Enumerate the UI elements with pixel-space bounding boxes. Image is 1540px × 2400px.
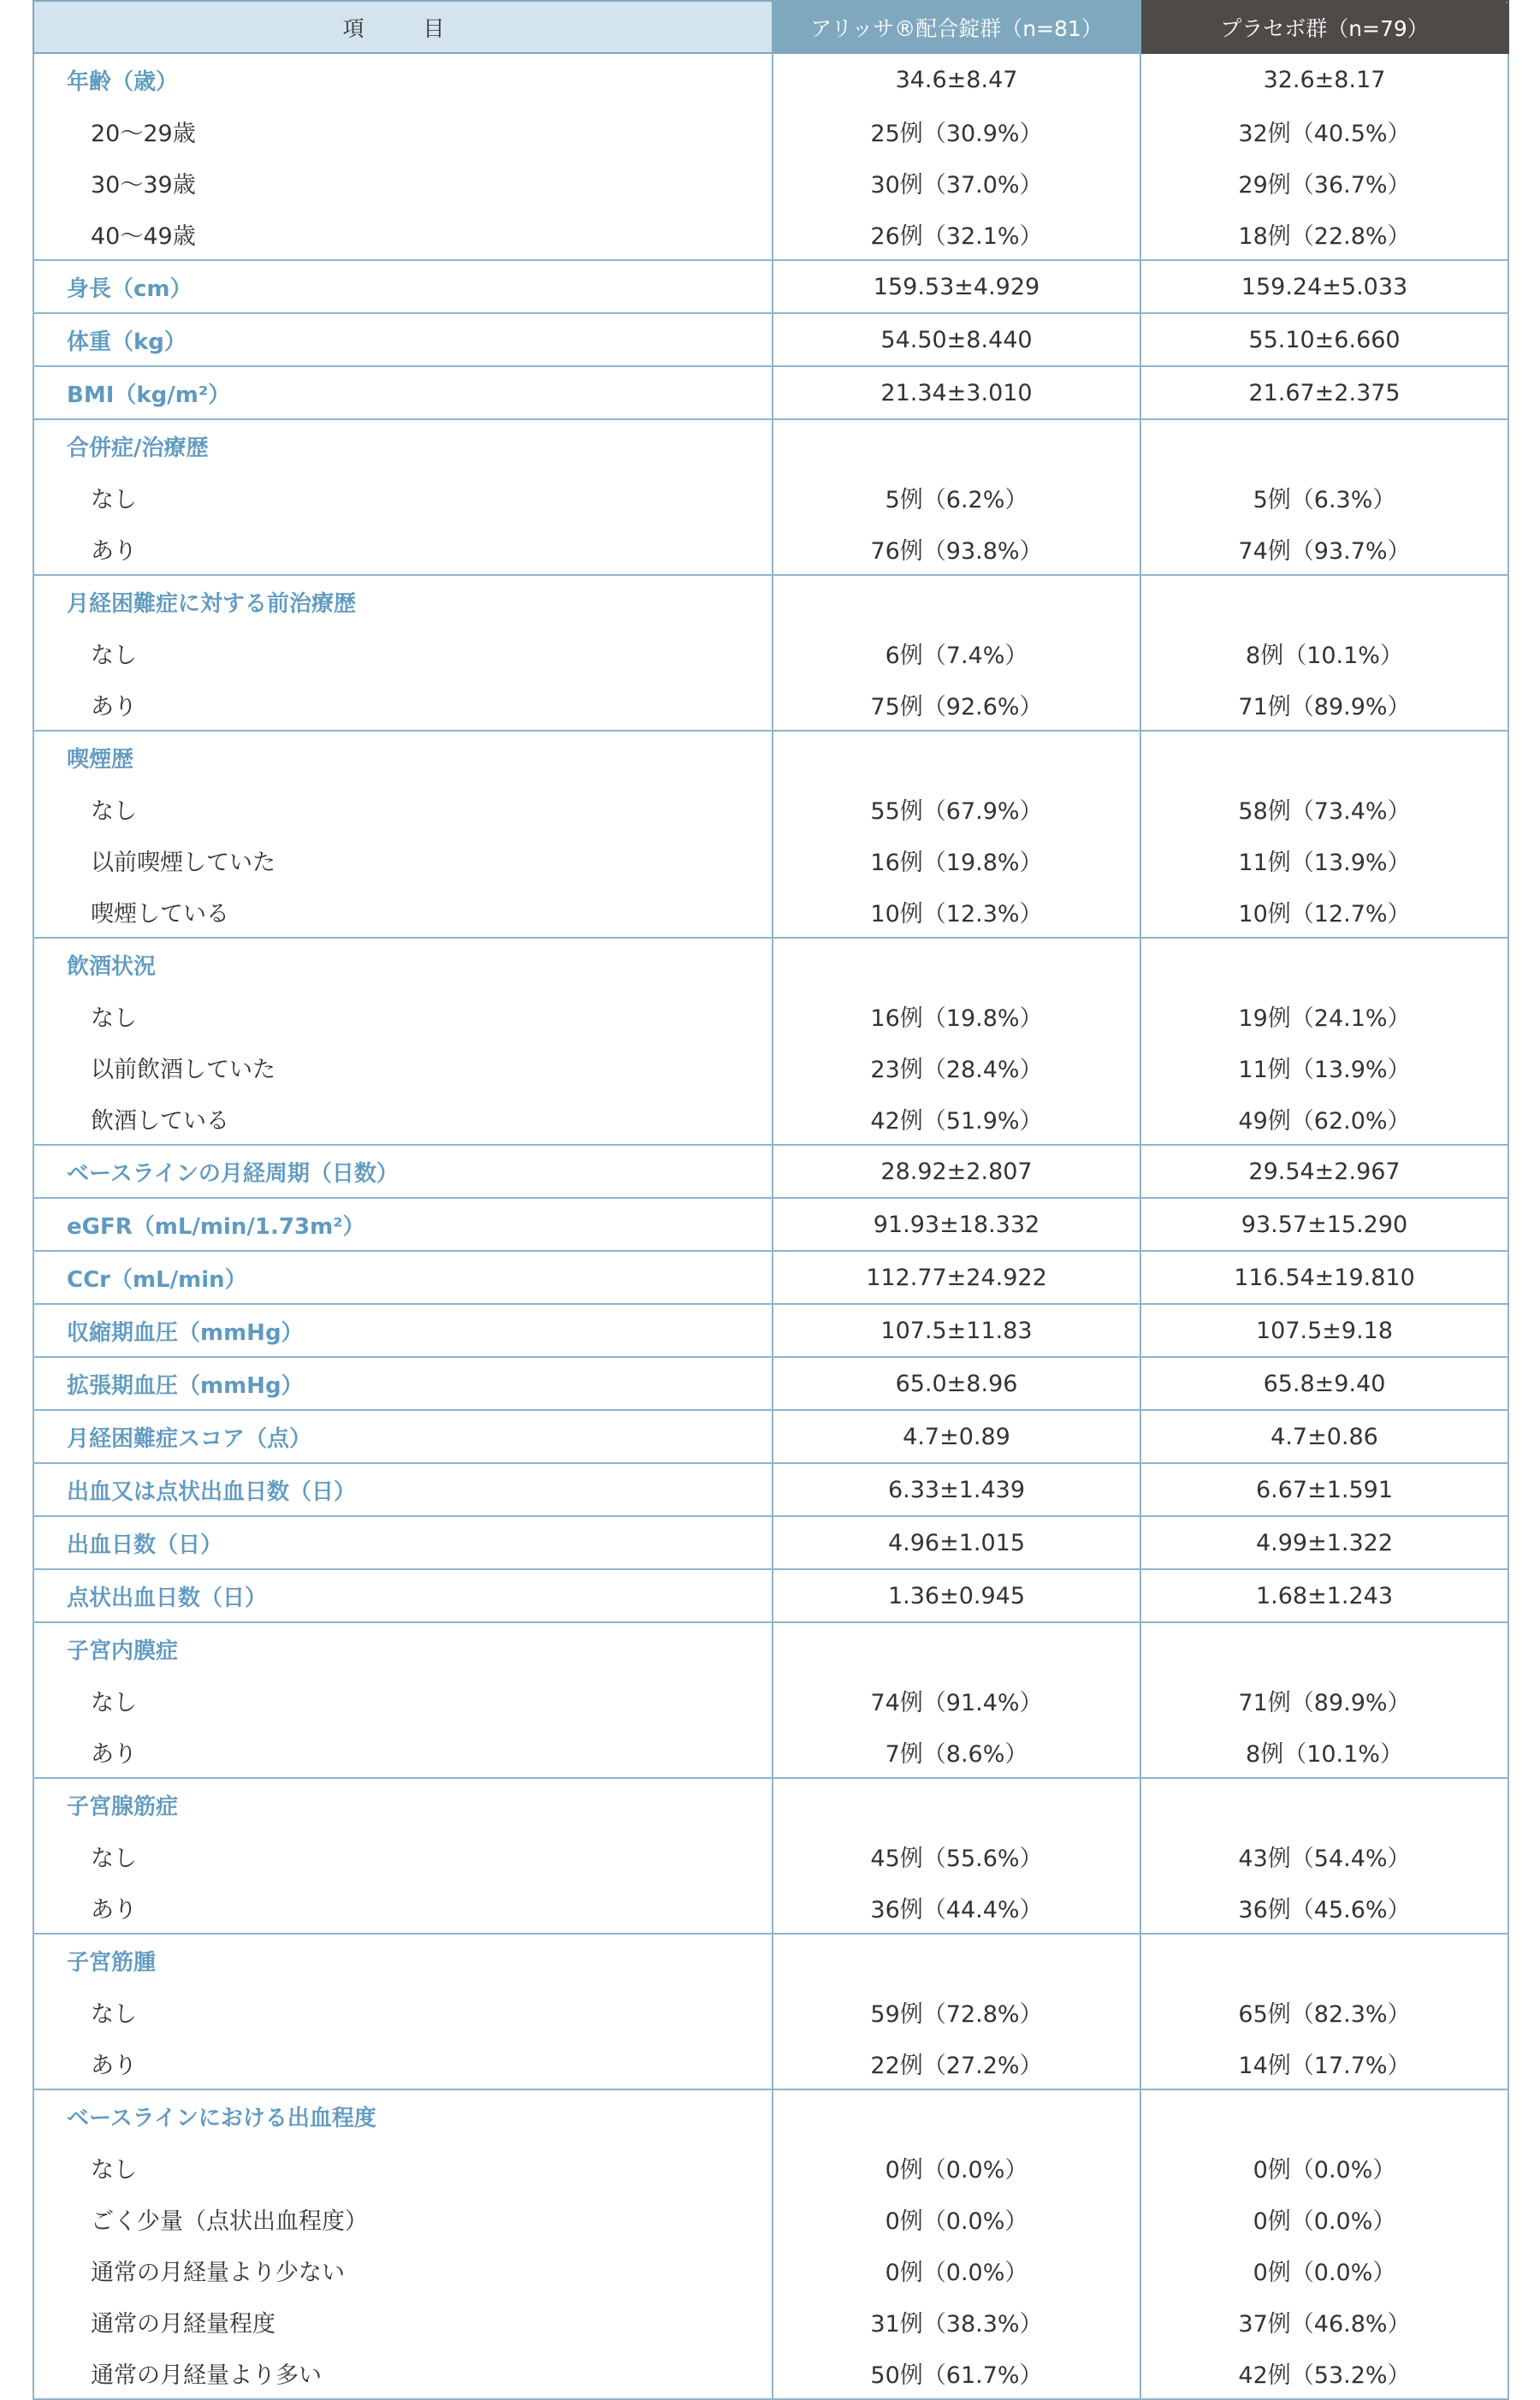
- row-label: あり: [33, 1881, 773, 1934]
- category-row: [33, 1516, 1508, 1569]
- drug-group-value: 25例（30.9%）: [773, 105, 1140, 157]
- category-row: [33, 731, 1508, 783]
- row-label: 20〜29歳: [33, 105, 773, 157]
- placebo-group-value: [1140, 1622, 1508, 1674]
- category-row: [33, 260, 1508, 313]
- header-item: 項 目: [33, 1, 773, 53]
- placebo-group-value: 19例（24.1%）: [1140, 990, 1508, 1041]
- row-label: 以前飲酒していた: [33, 1041, 773, 1093]
- category-row: [33, 313, 1508, 366]
- placebo-group-value: 8例（10.1%）: [1140, 1726, 1508, 1778]
- drug-group-value: [773, 2089, 1140, 2142]
- placebo-group-value: 21.67±2.375: [1140, 366, 1508, 419]
- subcategory-row: [33, 2244, 1508, 2296]
- drug-group-value: [773, 731, 1140, 783]
- placebo-group-value: [1140, 938, 1508, 990]
- subcategory-row: [33, 886, 1508, 938]
- category-row: [33, 1304, 1508, 1357]
- placebo-group-value: 32例（40.5%）: [1140, 105, 1508, 157]
- placebo-group-value: 4.99±1.322: [1140, 1516, 1508, 1569]
- row-label: なし: [33, 627, 773, 679]
- drug-group-value: 23例（28.4%）: [773, 1041, 1140, 1093]
- placebo-group-value: 65.8±9.40: [1140, 1357, 1508, 1410]
- drug-group-value: 6.33±1.439: [773, 1463, 1140, 1516]
- subcategory-row: [33, 2142, 1508, 2193]
- placebo-group-value: 0例（0.0%）: [1140, 2193, 1508, 2244]
- category-row: [33, 1569, 1508, 1622]
- subcategory-row: [33, 1093, 1508, 1145]
- placebo-group-value: 49例（62.0%）: [1140, 1093, 1508, 1145]
- category-row: [33, 1410, 1508, 1463]
- drug-group-value: 10例（12.3%）: [773, 886, 1140, 938]
- placebo-group-value: 4.7±0.86: [1140, 1410, 1508, 1463]
- drug-group-value: 21.34±3.010: [773, 366, 1140, 419]
- subcategory-row: [33, 1726, 1508, 1778]
- row-label: 子宮腺筋症: [33, 1778, 773, 1830]
- drug-group-value: 0例（0.0%）: [773, 2142, 1140, 2193]
- row-label: なし: [33, 1986, 773, 2037]
- row-label: 喫煙している: [33, 886, 773, 938]
- placebo-group-value: [1140, 419, 1508, 471]
- placebo-group-value: 11例（13.9%）: [1140, 834, 1508, 886]
- subcategory-row: [33, 834, 1508, 886]
- drug-group-value: 4.96±1.015: [773, 1516, 1140, 1569]
- row-label: あり: [33, 2037, 773, 2089]
- subcategory-row: [33, 105, 1508, 157]
- row-label: 飲酒状況: [33, 938, 773, 990]
- placebo-group-value: [1140, 1778, 1508, 1830]
- category-row: [33, 1357, 1508, 1410]
- row-label: ごく少量（点状出血程度）: [33, 2193, 773, 2244]
- placebo-group-value: 5例（6.3%）: [1140, 471, 1508, 523]
- subcategory-row: [33, 471, 1508, 523]
- subcategory-row: [33, 679, 1508, 731]
- drug-group-value: 65.0±8.96: [773, 1357, 1140, 1410]
- placebo-group-value: 71例（89.9%）: [1140, 679, 1508, 731]
- placebo-group-value: [1140, 2089, 1508, 2142]
- placebo-group-value: 55.10±6.660: [1140, 313, 1508, 366]
- drug-group-value: 54.50±8.440: [773, 313, 1140, 366]
- row-label: なし: [33, 2142, 773, 2193]
- placebo-group-value: 42例（53.2%）: [1140, 2347, 1508, 2399]
- placebo-group-value: 43例（54.4%）: [1140, 1830, 1508, 1881]
- row-label: あり: [33, 523, 773, 575]
- row-label: 通常の月経量程度: [33, 2296, 773, 2347]
- subcategory-row: [33, 627, 1508, 679]
- row-label: 通常の月経量より少ない: [33, 2244, 773, 2296]
- subcategory-row: [33, 157, 1508, 208]
- row-label: 出血又は点状出血日数（日）: [33, 1463, 773, 1516]
- row-label: ベースラインにおける出血程度: [33, 2089, 773, 2142]
- category-row: [33, 1934, 1508, 1986]
- row-label: 子宮筋腫: [33, 1934, 773, 1986]
- placebo-group-value: 71例（89.9%）: [1140, 1674, 1508, 1726]
- category-row: [33, 1463, 1508, 1516]
- placebo-group-value: 74例（93.7%）: [1140, 523, 1508, 575]
- drug-group-value: [773, 575, 1140, 627]
- drug-group-value: 112.77±24.922: [773, 1251, 1140, 1304]
- row-label: 30〜39歳: [33, 157, 773, 208]
- placebo-group-value: [1140, 731, 1508, 783]
- subcategory-row: [33, 1986, 1508, 2037]
- placebo-group-value: 14例（17.7%）: [1140, 2037, 1508, 2089]
- row-label: 以前喫煙していた: [33, 834, 773, 886]
- placebo-group-value: 29例（36.7%）: [1140, 157, 1508, 208]
- subcategory-row: [33, 1830, 1508, 1881]
- subcategory-row: [33, 1674, 1508, 1726]
- placebo-group-value: 36例（45.6%）: [1140, 1881, 1508, 1934]
- row-label: 合併症/治療歴: [33, 419, 773, 471]
- placebo-group-value: 1.68±1.243: [1140, 1569, 1508, 1622]
- placebo-group-value: 37例（46.8%）: [1140, 2296, 1508, 2347]
- header-placebo-group: プラセボ群（n=79）: [1140, 1, 1508, 53]
- subcategory-row: [33, 1041, 1508, 1093]
- drug-group-value: 74例（91.4%）: [773, 1674, 1140, 1726]
- placebo-group-value: 10例（12.7%）: [1140, 886, 1508, 938]
- row-label: 子宮内膜症: [33, 1622, 773, 1674]
- category-row: [33, 1778, 1508, 1830]
- subcategory-row: [33, 523, 1508, 575]
- placebo-group-value: 18例（22.8%）: [1140, 208, 1508, 260]
- category-row: [33, 419, 1508, 471]
- table-header: [33, 1, 1508, 53]
- placebo-group-value: 32.6±8.17: [1140, 53, 1508, 105]
- row-label: 点状出血日数（日）: [33, 1569, 773, 1622]
- subcategory-row: [33, 1881, 1508, 1934]
- placebo-group-value: 6.67±1.591: [1140, 1463, 1508, 1516]
- placebo-group-value: 0例（0.0%）: [1140, 2244, 1508, 2296]
- placebo-group-value: 0例（0.0%）: [1140, 2142, 1508, 2193]
- drug-group-value: 76例（93.8%）: [773, 523, 1140, 575]
- subcategory-row: [33, 783, 1508, 834]
- row-label: なし: [33, 1674, 773, 1726]
- row-label: 収縮期血圧（mmHg）: [33, 1304, 773, 1357]
- header-row: [33, 1, 1508, 53]
- subcategory-row: [33, 2037, 1508, 2089]
- drug-group-value: 36例（44.4%）: [773, 1881, 1140, 1934]
- drug-group-value: 0例（0.0%）: [773, 2244, 1140, 2296]
- drug-group-value: 22例（27.2%）: [773, 2037, 1140, 2089]
- baseline-characteristics-table: [33, 0, 1509, 2400]
- category-row: [33, 1198, 1508, 1251]
- placebo-group-value: [1140, 1934, 1508, 1986]
- drug-group-value: 30例（37.0%）: [773, 157, 1140, 208]
- row-label: 月経困難症に対する前治療歴: [33, 575, 773, 627]
- row-label: なし: [33, 471, 773, 523]
- drug-group-value: 6例（7.4%）: [773, 627, 1140, 679]
- drug-group-value: 31例（38.3%）: [773, 2296, 1140, 2347]
- placebo-group-value: 29.54±2.967: [1140, 1145, 1508, 1198]
- drug-group-value: [773, 938, 1140, 990]
- row-label: eGFR（mL/min/1.73m²）: [33, 1198, 773, 1251]
- subcategory-row: [33, 2347, 1508, 2399]
- subcategory-row: [33, 2193, 1508, 2244]
- row-label: 40〜49歳: [33, 208, 773, 260]
- row-label: 飲酒している: [33, 1093, 773, 1145]
- category-row: [33, 938, 1508, 990]
- placebo-group-value: 11例（13.9%）: [1140, 1041, 1508, 1093]
- header-drug-group: アリッサ®配合錠群（n=81）: [773, 1, 1140, 53]
- drug-group-value: [773, 1778, 1140, 1830]
- row-label: 喫煙歴: [33, 731, 773, 783]
- drug-group-value: 34.6±8.47: [773, 53, 1140, 105]
- category-row: [33, 575, 1508, 627]
- drug-group-value: 55例（67.9%）: [773, 783, 1140, 834]
- drug-group-value: 7例（8.6%）: [773, 1726, 1140, 1778]
- category-row: [33, 1251, 1508, 1304]
- subcategory-row: [33, 990, 1508, 1041]
- placebo-group-value: 65例（82.3%）: [1140, 1986, 1508, 2037]
- row-label: なし: [33, 990, 773, 1041]
- row-label: 身長（cm）: [33, 260, 773, 313]
- placebo-group-value: 8例（10.1%）: [1140, 627, 1508, 679]
- drug-group-value: [773, 1934, 1140, 1986]
- drug-group-value: 4.7±0.89: [773, 1410, 1140, 1463]
- placebo-group-value: 58例（73.4%）: [1140, 783, 1508, 834]
- drug-group-value: 107.5±11.83: [773, 1304, 1140, 1357]
- row-label: 拡張期血圧（mmHg）: [33, 1357, 773, 1410]
- category-row: [33, 1145, 1508, 1198]
- drug-group-value: 50例（61.7%）: [773, 2347, 1140, 2399]
- category-row: [33, 2089, 1508, 2142]
- drug-group-value: 42例（51.9%）: [773, 1093, 1140, 1145]
- row-label: 通常の月経量より多い: [33, 2347, 773, 2399]
- row-label: 月経困難症スコア（点）: [33, 1410, 773, 1463]
- drug-group-value: [773, 1622, 1140, 1674]
- placebo-group-value: 107.5±9.18: [1140, 1304, 1508, 1357]
- drug-group-value: [773, 419, 1140, 471]
- row-label: あり: [33, 679, 773, 731]
- drug-group-value: 26例（32.1%）: [773, 208, 1140, 260]
- category-row: [33, 366, 1508, 419]
- drug-group-value: 45例（55.6%）: [773, 1830, 1140, 1881]
- drug-group-value: 59例（72.8%）: [773, 1986, 1140, 2037]
- subcategory-row: [33, 208, 1508, 260]
- placebo-group-value: 159.24±5.033: [1140, 260, 1508, 313]
- drug-group-value: 91.93±18.332: [773, 1198, 1140, 1251]
- placebo-group-value: [1140, 575, 1508, 627]
- drug-group-value: 5例（6.2%）: [773, 471, 1140, 523]
- subcategory-row: [33, 2296, 1508, 2347]
- row-label: ベースラインの月経周期（日数）: [33, 1145, 773, 1198]
- row-label: CCr（mL/min）: [33, 1251, 773, 1304]
- category-row: [33, 53, 1508, 105]
- drug-group-value: 16例（19.8%）: [773, 990, 1140, 1041]
- drug-group-value: 159.53±4.929: [773, 260, 1140, 313]
- drug-group-value: 0例（0.0%）: [773, 2193, 1140, 2244]
- placebo-group-value: 93.57±15.290: [1140, 1198, 1508, 1251]
- row-label: 出血日数（日）: [33, 1516, 773, 1569]
- placebo-group-value: 116.54±19.810: [1140, 1251, 1508, 1304]
- table-body: [33, 53, 1508, 2399]
- row-label: 体重（kg）: [33, 313, 773, 366]
- row-label: 年齢（歳）: [33, 53, 773, 105]
- drug-group-value: 75例（92.6%）: [773, 679, 1140, 731]
- baseline-characteristics-table-wrapper: [33, 0, 1507, 2400]
- row-label: あり: [33, 1726, 773, 1778]
- row-label: なし: [33, 1830, 773, 1881]
- drug-group-value: 16例（19.8%）: [773, 834, 1140, 886]
- category-row: [33, 1622, 1508, 1674]
- drug-group-value: 28.92±2.807: [773, 1145, 1140, 1198]
- row-label: なし: [33, 783, 773, 834]
- drug-group-value: 1.36±0.945: [773, 1569, 1140, 1622]
- row-label: BMI（kg/m²）: [33, 366, 773, 419]
